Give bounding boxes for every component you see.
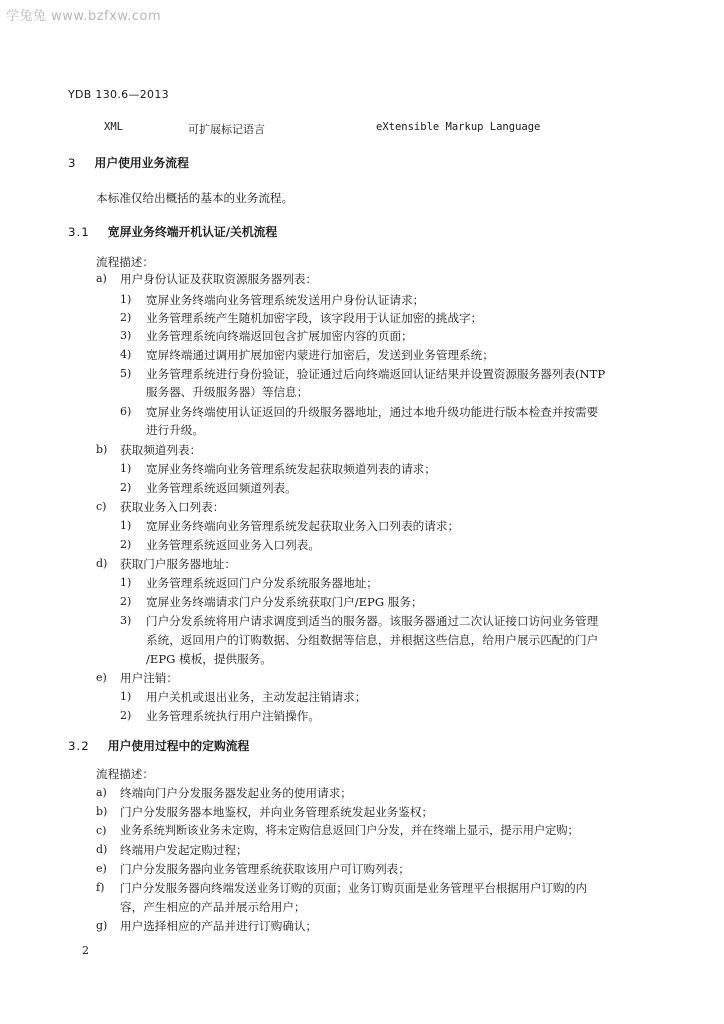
section-3-2-heading	[68, 738, 249, 754]
list-item-b: 获取频道列表：	[120, 443, 202, 457]
list-marker: e)	[96, 862, 107, 875]
list-item: 终端用户发起定购过程；	[120, 843, 248, 857]
list-marker: 2)	[120, 481, 132, 494]
section-number: 3.2	[68, 739, 90, 753]
list-item: 业务管理系统返回门户分发系统服务器地址；	[146, 576, 378, 590]
list-item: 业务系统判断该业务未定购，将未定购信息返回门户分发，并在终端上显示，提示用户定购；	[120, 824, 579, 837]
list-item: 宽屏业务终端向业务管理系统发起获取频道列表的请求；	[146, 462, 436, 476]
list-marker: 1)	[120, 519, 132, 532]
list-marker: 1)	[120, 690, 132, 703]
list-marker: 5)	[120, 367, 132, 380]
list-item: 业务管理系统返回频道列表。	[146, 481, 297, 495]
list-marker: 3)	[120, 329, 132, 342]
list-item-c: 获取业务入口列表：	[120, 500, 225, 514]
page-number: 2	[82, 944, 89, 957]
list-item: 用户选择相应的产品并进行订购确认；	[120, 919, 318, 933]
list-item-continuation: 服务器、升级服务器）等信息；	[146, 385, 309, 399]
abbreviation-english: eXtensible Markup Language	[376, 121, 541, 133]
section-3-heading	[68, 155, 189, 171]
list-marker: 1)	[120, 462, 132, 475]
section-title: 用户使用过程中的定购流程	[107, 739, 250, 753]
list-marker: e)	[96, 671, 107, 684]
section-title: 宽屏业务终端开机认证/关机流程	[107, 225, 278, 239]
list-item: 宽屏业务终端使用认证返回的升级服务器地址，通过本地升级功能进行版本检查并按需要	[146, 405, 599, 419]
list-item: 门户分发系统将用户请求调度到适当的服务器。该服务器通过二次认证接口访问业务管理	[146, 614, 599, 628]
list-item-continuation: 系统，返回用户的订购数据、分组数据等信息，并根据这些信息，给用户展示匹配的门户	[146, 633, 599, 647]
standard-number: YDB 130.6—2013	[68, 88, 169, 101]
list-item-a: 用户身份认证及获取资源服务器列表：	[120, 272, 318, 286]
process-description-label: 流程描述：	[96, 255, 154, 269]
section-3-intro: 本标准仅给出概括的基本的业务流程。	[96, 191, 294, 205]
list-item-d: 获取门户服务器地址：	[120, 557, 236, 571]
list-item: 业务管理系统向终端返回包含扩展加密内容的页面；	[146, 329, 413, 343]
list-marker: 2)	[120, 311, 132, 324]
list-marker: 2)	[120, 709, 132, 722]
watermark: 学兔兔 www.bzfxw.com	[6, 9, 162, 24]
list-marker: 1)	[120, 576, 132, 589]
abbreviation-chinese: 可扩展标记语言	[188, 123, 265, 136]
list-marker: 1)	[120, 293, 132, 306]
list-item: 宽屏业务终端向业务管理系统发送用户身份认证请求；	[146, 293, 425, 307]
list-marker: 3)	[120, 614, 132, 627]
list-item: 宽屏终端通过调用扩展加密内蒙进行加密后，发送到业务管理系统；	[146, 348, 494, 362]
process-description-label: 流程描述：	[96, 767, 154, 781]
list-marker: a)	[96, 786, 107, 799]
list-marker: 2)	[120, 595, 132, 608]
list-item: 业务管理系统返回业务入口列表。	[146, 538, 320, 552]
list-marker: d)	[96, 557, 108, 570]
list-marker: c)	[96, 500, 107, 513]
list-item: 门户分发服务器向业务管理系统获取该用户可订购列表；	[120, 862, 410, 876]
list-marker: b)	[96, 443, 108, 456]
list-marker: b)	[96, 805, 108, 818]
list-item: 门户分发服务器向终端发送业务订购的页面；业务订购页面是业务管理平台根据用户订购的内	[120, 881, 588, 895]
list-marker: g)	[96, 919, 108, 932]
list-item: 用户关机或退出业务，主动发起注销请求；	[146, 690, 367, 704]
list-item-e: 用户注销：	[120, 671, 178, 685]
list-item: 终端向门户分发服务器发起业务的使用请求；	[120, 786, 352, 800]
list-marker: a)	[96, 272, 107, 285]
list-item: 业务管理系统进行身份验证，验证通过后向终端返回认证结果并设置资源服务器列表(NTP	[146, 367, 606, 381]
list-item-continuation: /EPG 模板，提供服务。	[146, 652, 272, 666]
list-marker: 2)	[120, 538, 132, 551]
list-marker: 6)	[120, 405, 132, 418]
list-item: 业务管理系统产生随机加密字段，该字段用于认证加密的挑战字；	[146, 311, 483, 325]
list-item-continuation: 容，产生相应的产品并展示给用户；	[120, 900, 306, 914]
section-3-1-heading	[68, 224, 277, 240]
list-marker: c)	[96, 824, 107, 837]
section-number: 3	[68, 156, 77, 170]
section-number: 3.1	[68, 225, 90, 239]
list-item: 业务管理系统执行用户注销操作。	[146, 709, 320, 723]
abbreviation-code: XML	[104, 121, 123, 133]
list-item: 门户分发服务器本地鉴权，并向业务管理系统发起业务鉴权；	[120, 805, 434, 819]
section-title: 用户使用业务流程	[94, 156, 189, 170]
list-item: 宽屏业务终端请求门户分发系统获取门户/EPG 服务；	[146, 595, 423, 609]
list-item-continuation: 进行升级。	[146, 423, 204, 437]
list-marker: 4)	[120, 348, 132, 361]
list-marker: f)	[96, 881, 105, 894]
list-marker: d)	[96, 843, 108, 856]
list-item: 宽屏业务终端向业务管理系统发起获取业务入口列表的请求；	[146, 519, 460, 533]
